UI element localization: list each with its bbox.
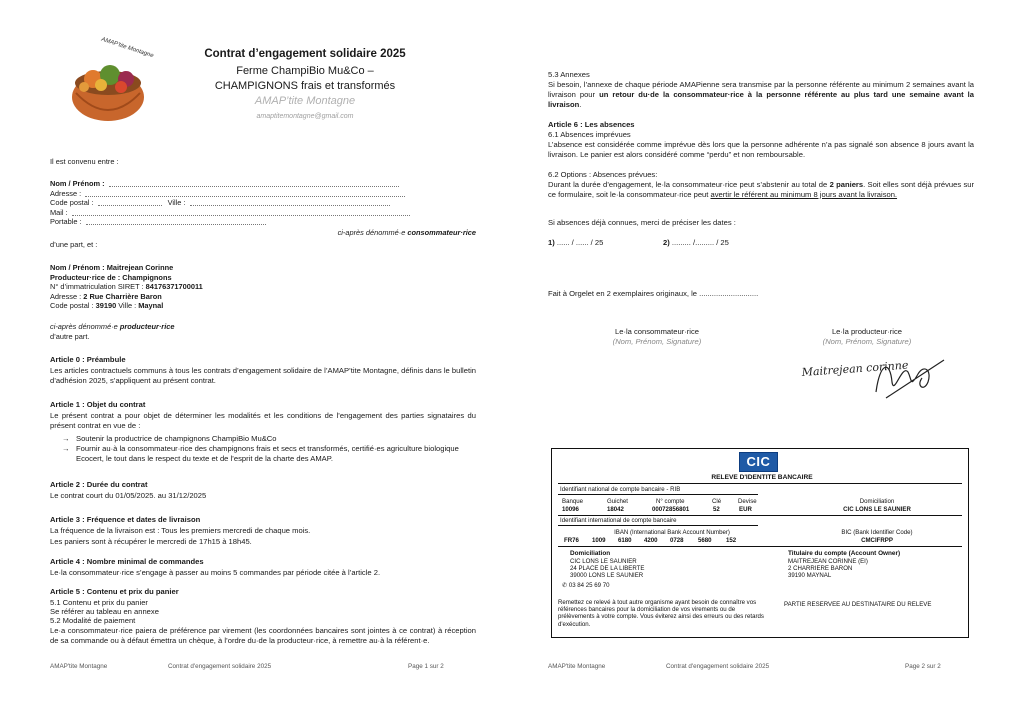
iban-part: FR76	[564, 537, 579, 544]
s53-text-a: Si besoin, l’annexe de chaque période AMAPienne sera transmise par la personne référente au minimum 2 semaines avant la livraison pour	[548, 80, 974, 99]
designated-consumer-prefix: ci-après dénommé·e	[337, 228, 406, 237]
art5-1: 5.1 Contenu et prix du panier	[50, 598, 148, 607]
designated-consumer-value: consommateur·rice	[407, 228, 476, 237]
footer-doc: Contrat d'engagement solidaire 2025	[666, 663, 770, 670]
list-item	[50, 434, 476, 444]
s62-underline: avertir le référent au minimum 8 jours avant la livraison.	[710, 189, 898, 199]
owner-line: 2 CHARRIERE BARON	[788, 565, 853, 572]
rib-label: Identifiant national de compte bancaire - RIB	[560, 486, 681, 493]
signature-name: Maitrejean corinne	[801, 358, 909, 379]
s62-text-a: Durant la durée d’engagement, le·la consommateur·rice peut s’abstenir au total de	[548, 180, 828, 189]
list-item	[50, 444, 476, 464]
sig-consumer-sub: (Nom, Prénom, Signature)	[612, 337, 702, 346]
bank-phone	[562, 582, 609, 589]
designated-producer-prefix: ci-après dénommé·e	[50, 322, 118, 331]
sig-consumer-label: Le·la consommateur·rice	[615, 327, 699, 336]
rib-value-guichet: 18042	[607, 506, 624, 513]
producer-name: Maitrejean Corinne	[106, 263, 174, 272]
date1-field[interactable]: ...... / ...... / 25	[556, 238, 604, 247]
producer-address-label: Adresse :	[50, 291, 82, 301]
iban-part: 0728	[670, 537, 684, 544]
phone-field[interactable]	[86, 217, 266, 225]
producer-postal: 39190	[95, 301, 117, 311]
siret-label: N° d’immatriculation SIRET :	[50, 282, 144, 292]
domiciliation-value: CIC LONS LE SAUNIER	[843, 506, 911, 513]
arrow-icon: →	[62, 434, 70, 443]
art1-item-text: Fournir au·à la consommateur·rice des champignons frais et secs et transformés, certifié·es agriculture biologique Ecocert, le tout dans le respect du texte et de l’esprit de la charte des AMAP.	[76, 443, 459, 463]
designated-producer	[50, 322, 174, 332]
s53-end: .	[579, 99, 582, 109]
art2-title: Article 2 : Durée du contrat	[50, 480, 148, 489]
sig-producer-sub: (Nom, Prénom, Signature)	[822, 337, 912, 346]
footer-org: AMAP'tite Montagne	[548, 663, 606, 670]
rib-value-compte: 00072856801	[652, 506, 690, 513]
rib-notice: Remettez ce relevé à tout autre organisme ayant besoin de connaître vos références bancaires pour la domiciliation de vos virements ou de prélèvements à votre compte. Vous éviterez ainsi des erreurs ou des retards d'exécution.	[558, 599, 764, 628]
footer-page: Page 1 sur 2	[408, 663, 444, 670]
owner-title: Titulaire du compte (Account Owner)	[788, 550, 901, 557]
made-at: Fait à Orgelet en 2 exemplaires originaux, le ............................	[548, 289, 759, 298]
producer-signature-icon	[798, 352, 948, 408]
art5-2-text: Le·a consommateur·rice paiera de préférence par virement (les coordonnées bancaires sont jointes à ce contrat) à réception de sa commande ou à défaut émettra un chèque, à l’ordre du·de la producteur·rice, à remettre au·à la référent·e.	[50, 626, 476, 645]
known-absences: Si absences déjà connues, merci de préciser les dates :	[548, 218, 736, 227]
art1-title: Article 1 : Objet du contrat	[50, 400, 146, 409]
art3-title: Article 3 : Fréquence et dates de livraison	[50, 515, 201, 524]
art2-text: Le contrat court du 01/05/2025. au 31/12/2025	[50, 491, 207, 500]
s62-bold: 2 paniers	[829, 180, 864, 189]
s61-text: L’absence est considérée comme imprévue dès lors que la personne adhérente n’a pas signalé son absence 8 jours avant la livraison. Le panier est alors considéré comme “perdu” et non remboursable.	[548, 140, 974, 159]
bic-label: BIC (Bank Identifier Code)	[841, 529, 913, 536]
date1-label: 1)	[548, 238, 555, 247]
siret-value: 84176371700011	[145, 282, 203, 292]
absence-date-2[interactable]	[663, 238, 729, 248]
art3-text2: Les paniers sont à récupérer le mercredi de 17h15 à 18h45.	[50, 537, 252, 546]
art4-text: Le·la consommateur·rice s’engage à passer au moins 5 commandes par période citée à l’article 2.	[50, 568, 381, 577]
s53-bold: un retour du·de la consommateur·rice à la personne référente au plus tard une semaine avant la livraison	[548, 89, 974, 109]
bank-rib-card	[551, 448, 969, 638]
producer-postal-label: Code postal :	[50, 301, 94, 311]
bic-value: CMCIFRPP	[861, 537, 893, 544]
divider	[558, 483, 962, 484]
s61-title: 6.1 Absences imprévues	[548, 130, 631, 139]
iban-part: 4200	[644, 537, 658, 544]
contract-title: Contrat d’engagement solidaire 2025	[204, 48, 406, 60]
art1-text: Le présent contrat a pour objet de déterminer les modalités et les conditions de l’engagement des parties signataires du présent contrat en vue de :	[50, 411, 476, 430]
mail-label: Mail :	[50, 207, 68, 217]
other-party: d’autre part.	[50, 332, 90, 341]
rib-reserved: PARTIE RESERVEE AU DESTINATAIRE DU RELEVE	[784, 601, 932, 608]
producer-role-label: Producteur·rice de :	[50, 272, 121, 282]
farm-name: Ferme ChampiBio Mu&Co –	[236, 65, 374, 77]
intl-label: Identifiant international de compte bancaire	[560, 517, 677, 524]
footer-doc: Contrat d'engagement solidaire 2025	[168, 663, 272, 670]
address-field[interactable]	[85, 189, 405, 197]
consumer-fields	[50, 179, 476, 227]
cic-logo: CIC	[739, 452, 778, 472]
designated-producer-value: producteur·rice	[119, 322, 175, 331]
art1-list	[50, 434, 476, 463]
address-label: Adresse :	[50, 188, 82, 198]
art3-text1: La fréquence de la livraison est : Tous les premiers mercredi de chaque mois.	[50, 526, 311, 535]
rib-header-banque: Banque	[562, 498, 584, 505]
rib-title: RELEVE D'IDENTITE BANCAIRE	[711, 474, 813, 481]
rib-header-compte: N° compte	[656, 498, 685, 505]
dom-line: 39000 LONS LE SAUNIER	[570, 572, 644, 579]
rib-header-devise: Devise	[738, 498, 757, 505]
rib-value-banque: 10096	[562, 506, 579, 513]
s53-text	[548, 80, 974, 109]
dom-line: 24 PLACE DE LA LIBERTE	[570, 565, 645, 572]
footer-page: Page 2 sur 2	[905, 663, 941, 670]
name-label: Nom / Prénom :	[50, 179, 105, 188]
producer-address: 2 Rue Charrière Baron	[83, 291, 162, 301]
dom-line: CIC LONS LE SAUNIER	[570, 558, 637, 565]
first-party: d’une part, et :	[50, 240, 98, 249]
art1-item-text: Soutenir la productrice de champignons ChampiBio Mu&Co	[76, 434, 277, 443]
city-field[interactable]	[190, 198, 390, 206]
rib-value-devise: EUR	[739, 506, 752, 513]
contract-page-2	[512, 0, 1024, 724]
art6-title: Article 6 : Les absences	[548, 120, 635, 129]
amap-email: amaptitemontagne@gmail.com	[256, 113, 354, 120]
art5-2: 5.2 Modalité de paiement	[50, 616, 136, 625]
producer-name-label: Nom / Prénom :	[50, 263, 105, 272]
rib-header-guichet: Guichet	[607, 498, 629, 505]
divider	[558, 494, 758, 495]
intro-text: Il est convenu entre :	[50, 157, 119, 166]
iban-part: 152	[726, 537, 737, 544]
iban-part: 6180	[618, 537, 632, 544]
phone-icon: ✆	[562, 582, 568, 589]
product-name: CHAMPIGNONS frais et transformés	[214, 80, 396, 92]
phone-label: Portable :	[50, 217, 82, 227]
art5-title: Article 5 : Contenu et prix du panier	[50, 587, 179, 596]
art0-text: Les articles contractuels communs à tous les contrats d’engagement solidaire de l’AMAP’tite Montagne, définis dans le bulletin d’adhésion 2025, s’appliquent au présent contrat.	[50, 366, 476, 385]
divider	[558, 525, 758, 526]
iban-part: 1009	[592, 537, 606, 544]
rib-header-cle: Clé	[712, 498, 722, 505]
producer-city: Maynal	[138, 301, 164, 311]
dom-title: Domiciliation	[570, 550, 611, 557]
date2-label: 2)	[663, 238, 670, 247]
owner-line: 39190 MAYNAL	[788, 572, 832, 579]
s62-title: 6.2 Options : Absences prévues:	[548, 170, 658, 179]
producer-role: Champignons	[122, 272, 172, 282]
domiciliation-label: Domiciliation	[859, 498, 895, 505]
phone-number: 03 84 25 69 70	[568, 582, 610, 589]
amap-name: AMAP’tite Montagne	[254, 95, 356, 107]
art0-title: Article 0 : Préambule	[50, 355, 126, 364]
date2-field[interactable]: ......... /......... / 25	[671, 238, 729, 247]
postal-field[interactable]	[98, 198, 162, 206]
mail-field[interactable]	[72, 208, 410, 216]
rib-value-cle: 52	[713, 506, 720, 513]
designated-consumer	[50, 228, 476, 238]
divider	[558, 515, 962, 516]
art4-title: Article 4 : Nombre minimal de commandes	[50, 557, 204, 566]
postal-label: Code postal :	[50, 198, 94, 208]
art5-1-text: Se référer au tableau en annexe	[50, 607, 159, 616]
iban-part: 5680	[698, 537, 712, 544]
sig-producer-label: Le·la producteur·rice	[831, 327, 903, 336]
city-label: Ville :	[167, 198, 186, 208]
logo-text: AMAP'tite Montagne	[100, 36, 155, 60]
s62-text-b: . Soit elles sont déjà prévues sur ce formulaire, soit le·la consommateur·rice peut	[548, 180, 975, 199]
iban-label: IBAN (International Bank Account Number)	[614, 529, 730, 536]
s53-title: 5.3 Annexes	[548, 70, 590, 79]
amap-logo-basket-icon	[66, 47, 150, 125]
producer-city-label: Ville :	[118, 301, 137, 311]
name-field[interactable]	[109, 179, 399, 187]
divider	[558, 546, 962, 547]
s62-text	[548, 180, 974, 200]
producer-block	[50, 263, 476, 311]
footer-org: AMAP'tite Montagne	[50, 663, 108, 670]
owner-line: MAITREJEAN CORINNE (EI)	[788, 558, 868, 565]
arrow-icon: →	[62, 443, 70, 453]
absence-date-1[interactable]	[548, 238, 603, 248]
